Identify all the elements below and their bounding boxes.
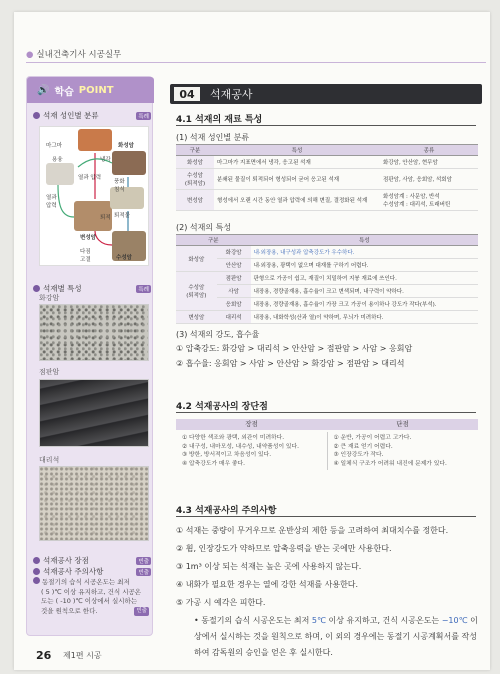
bullet-icon bbox=[33, 112, 40, 119]
sidebar-item-precautions: 석재공사 주의사항 빈출 bbox=[33, 566, 151, 577]
list-item: ② 내구성, 내마모성, 내수성, 내약품성이 있다. bbox=[182, 443, 299, 450]
table-cell: 내·외장용, 광택이 없으며 대재를 구하기 어렵다. bbox=[251, 259, 478, 272]
table-header: 구분 bbox=[176, 145, 214, 156]
winter-note-line: 동절기의 습식 시공온도는 최저 bbox=[42, 578, 130, 586]
precaution-item: ⑤ 가공 시 예각은 피한다. bbox=[176, 598, 266, 607]
pros-list bbox=[176, 432, 328, 470]
section-rule bbox=[176, 516, 476, 517]
note-temp-highlight: −10℃ bbox=[441, 616, 468, 625]
table-cell: 응회암 bbox=[217, 298, 251, 311]
note-text: 이상에서 실시하는 것을 원칙으로 하며, 이 외의 경우에는 동절기 시공계획서를 작성하여 감독원의 승인을 얻은 후 실시한다. bbox=[194, 616, 478, 657]
footer-chapter: 제1편 시공 bbox=[63, 651, 102, 660]
cons-list bbox=[328, 432, 479, 470]
bullet-icon: ● bbox=[26, 50, 34, 60]
subsection-properties: (2) 석재의 특성 bbox=[176, 223, 232, 232]
sidebar-item-advantages: 석재공사 장점 빈출 bbox=[33, 555, 151, 566]
slate-label: 점판암 bbox=[39, 368, 60, 376]
table-cell: 내·외장용, 내구성과 압축강도가 우수하다. bbox=[251, 246, 478, 259]
table-cell: 마그마가 지표면에서 냉각, 응고된 석재 bbox=[214, 156, 380, 169]
list-item: ④ 일체식 구조가 어려워 내진에 문제가 있다. bbox=[333, 460, 447, 467]
tag-badge: 빈출 bbox=[138, 558, 149, 565]
strength-ranking: ① 압축강도: 화강암 > 대리석 > 안산암 > 점판암 > 사암 > 응회암 bbox=[176, 344, 413, 353]
table-header: 특성 bbox=[251, 235, 478, 246]
learning-point-sidebar bbox=[26, 76, 153, 636]
chapter-title: 석재공사 bbox=[210, 88, 253, 101]
list-item: ③ 방한, 방서적이고 차음성이 있다. bbox=[182, 452, 272, 458]
slate-photo bbox=[39, 379, 149, 447]
table-cell: 내장용, 경량골재용, 흡수율이 크고 변색되며, 내구력이 약하다. bbox=[251, 285, 478, 298]
note-text: 이상 유지하고, 건식 시공온도는 bbox=[325, 616, 440, 625]
table-row bbox=[176, 298, 478, 311]
list-item: ③ 인장강도가 작다. bbox=[333, 452, 384, 458]
granite-photo bbox=[39, 304, 149, 361]
granite-label: 화강암 bbox=[39, 294, 60, 302]
table-row bbox=[176, 169, 478, 190]
note-bullet: • bbox=[194, 616, 199, 625]
table-cell: 수성암 (퇴적암) bbox=[176, 272, 217, 311]
tag-badge: 특례 bbox=[138, 113, 149, 120]
table-cell: 화강암, 안산암, 현무암 bbox=[380, 156, 478, 169]
winter-note-line: 것을 원칙으로 한다. bbox=[41, 606, 98, 615]
table-row bbox=[176, 285, 478, 298]
section-4-1-title: 4.1 석재의 재료 특성 bbox=[176, 115, 263, 125]
page-number: 26 bbox=[36, 649, 52, 662]
cycle-arrow bbox=[58, 185, 74, 217]
speaker-icon: 🔊 bbox=[37, 84, 50, 96]
table-row bbox=[176, 272, 478, 285]
rock-cycle-diagram bbox=[39, 126, 149, 266]
table-header: 특성 bbox=[214, 145, 380, 156]
table-header: 구분 bbox=[176, 235, 251, 246]
table-row bbox=[176, 259, 478, 272]
table-row bbox=[176, 156, 478, 169]
table-header-row bbox=[176, 235, 478, 246]
diagram-label-metamorphic: 변성암 bbox=[80, 235, 96, 241]
diagram-label-heat-pressure-2: 열과 압력 bbox=[46, 195, 57, 209]
cycle-arrow bbox=[95, 231, 112, 245]
table-cell: 화강암 bbox=[217, 246, 251, 259]
table-cell: 화성암 bbox=[176, 246, 217, 272]
table-cell: 안산암 bbox=[217, 259, 251, 272]
pros-header: 장점 bbox=[245, 420, 258, 428]
winter-note-line: ( 5 )℃ 이상 유지하고, 건식 시공온 bbox=[41, 587, 142, 596]
list-item: ① 운반, 가공이 어렵고 고가다. bbox=[333, 435, 412, 441]
table-row bbox=[176, 246, 478, 259]
note-temp-highlight: 5℃ bbox=[311, 616, 326, 625]
pros-cons-header bbox=[176, 419, 478, 430]
precaution-item: ③ 1m³ 이상 되는 석재는 높은 곳에 사용하지 않는다. bbox=[176, 562, 362, 571]
chapter-bar bbox=[170, 84, 482, 104]
bullet-icon bbox=[33, 568, 40, 575]
tag-badge: 빈출 bbox=[134, 607, 149, 617]
table-cell: 수성암 (퇴적암) bbox=[176, 169, 214, 190]
precaution-item: ① 석재는 중량이 무거우므로 운반상의 제한 등을 고려하여 최대치수를 정한다. bbox=[176, 526, 449, 535]
table-cell: 판형으로 가공이 쉽고, 재질이 치밀하여 지붕 재료에 쓰인다. bbox=[251, 272, 478, 285]
igneous-block bbox=[112, 151, 146, 175]
list-item: ① 다양한 색조와 광택, 외관이 미려하다. bbox=[182, 435, 285, 441]
crystal-block bbox=[46, 163, 74, 185]
bullet-icon bbox=[33, 577, 40, 584]
table-row bbox=[176, 190, 478, 211]
table-cell: 형성에서 오랜 시간 동안 열과 압력에 의해 변질, 결정화된 석재 bbox=[214, 190, 380, 211]
note-text: 동절기의 습식 시공온도는 최저 bbox=[201, 616, 312, 625]
header-rule bbox=[26, 62, 486, 63]
diagram-label-compaction: 다짐 고결 bbox=[80, 249, 91, 263]
pros-cons-body bbox=[176, 432, 478, 470]
table-cell: 변성암 bbox=[176, 311, 217, 324]
table-cell: 점판암, 사암, 응회암, 석회암 bbox=[380, 169, 478, 190]
bullet-icon bbox=[33, 557, 40, 564]
sidebar-section-properties: 석재별 특성 특례 bbox=[33, 283, 151, 294]
bullet-icon bbox=[33, 285, 40, 292]
properties-table bbox=[176, 234, 478, 324]
marble-label: 대리석 bbox=[39, 456, 60, 464]
magma-block bbox=[78, 129, 112, 151]
subsection-strength: (3) 석재의 강도, 흡수율 bbox=[176, 330, 260, 339]
table-cell: 내장용, 경량골재용, 흡수율이 가장 크고 가공이 용이하나 강도가 작다(부석). bbox=[251, 298, 478, 311]
section-rule bbox=[176, 412, 476, 413]
diagram-label-sediment: 퇴적물 bbox=[114, 213, 130, 219]
sidebar-section-classification: 석재 성인별 분류 특례 bbox=[33, 110, 151, 121]
diagram-label-heat-pressure: 열과 압력 bbox=[78, 175, 102, 181]
diagram-label-deposit: 퇴적 bbox=[100, 215, 111, 221]
table-cell: 내장용, 내화학성(산과 열)이 약하며, 무늬가 미려하다. bbox=[251, 311, 478, 324]
sidebar-header-prefix: 학습 bbox=[54, 86, 74, 98]
table-row bbox=[176, 311, 478, 324]
tag-badge: 특례 bbox=[138, 286, 149, 293]
classification-table bbox=[176, 144, 478, 211]
running-header: ● 실내건축기사 시공실무 bbox=[26, 50, 122, 60]
table-cell: 점판암 bbox=[217, 272, 251, 285]
diagram-label-igneous: 화성암 bbox=[118, 143, 134, 149]
table-cell: 대리석 bbox=[217, 311, 251, 324]
diagram-label-sedimentary: 수성암 bbox=[116, 255, 132, 261]
section-4-3-title: 4.3 석재공사의 주의사항 bbox=[176, 506, 277, 516]
list-item: ④ 압축강도가 매우 좋다. bbox=[182, 460, 245, 467]
cons-header: 단점 bbox=[396, 420, 409, 428]
sidebar-header-point: POINT bbox=[78, 84, 114, 96]
table-header: 종류 bbox=[380, 145, 478, 156]
winter-construction-note bbox=[194, 613, 479, 661]
tag-badge: 빈출 bbox=[138, 569, 149, 576]
diagram-label-magma: 마그마 bbox=[46, 143, 62, 149]
table-cell: 분쇄된 물질이 퇴적되어 형성되어 굳어 응고된 석재 bbox=[214, 169, 380, 190]
winter-note-line: 도는 ( -10 )℃ 이상에서 실시하는 bbox=[41, 597, 138, 605]
section-rule bbox=[176, 125, 476, 126]
sidebar-winter-note bbox=[41, 577, 149, 616]
page bbox=[14, 12, 490, 670]
precaution-item: ② 휨, 인장강도가 약하므로 압축응력을 받는 곳에만 사용한다. bbox=[176, 544, 392, 553]
subsection-classification: (1) 석재 성인별 분류 bbox=[176, 133, 250, 142]
table-cell: 화성암 bbox=[176, 156, 214, 169]
table-cell: 화성암계 : 사문암, 반석 수성암계 : 대리석, 트래버틴 bbox=[380, 190, 478, 211]
table-cell: 사암 bbox=[217, 285, 251, 298]
diagram-label-weathering: 풍화 침식 bbox=[114, 179, 125, 193]
list-item: ② 큰 재료 얻기 어렵다. bbox=[333, 443, 393, 450]
precaution-item: ④ 내화가 필요한 경우는 열에 강한 석재를 사용한다. bbox=[176, 580, 359, 589]
table-cell: 변성암 bbox=[176, 190, 214, 211]
sidebar-header bbox=[27, 77, 154, 103]
table-header-row bbox=[176, 145, 478, 156]
diagram-label-cooling: 냉각 bbox=[100, 157, 111, 163]
absorption-ranking: ② 흡수율: 응회암 > 사암 > 안산암 > 화강암 > 점판암 > 대리석 bbox=[176, 359, 405, 368]
chapter-number: 04 bbox=[174, 87, 200, 101]
marble-photo bbox=[39, 466, 149, 541]
diagram-label-melting: 용융 bbox=[52, 157, 63, 163]
section-4-2-title: 4.2 석재공사의 장단점 bbox=[176, 402, 268, 412]
